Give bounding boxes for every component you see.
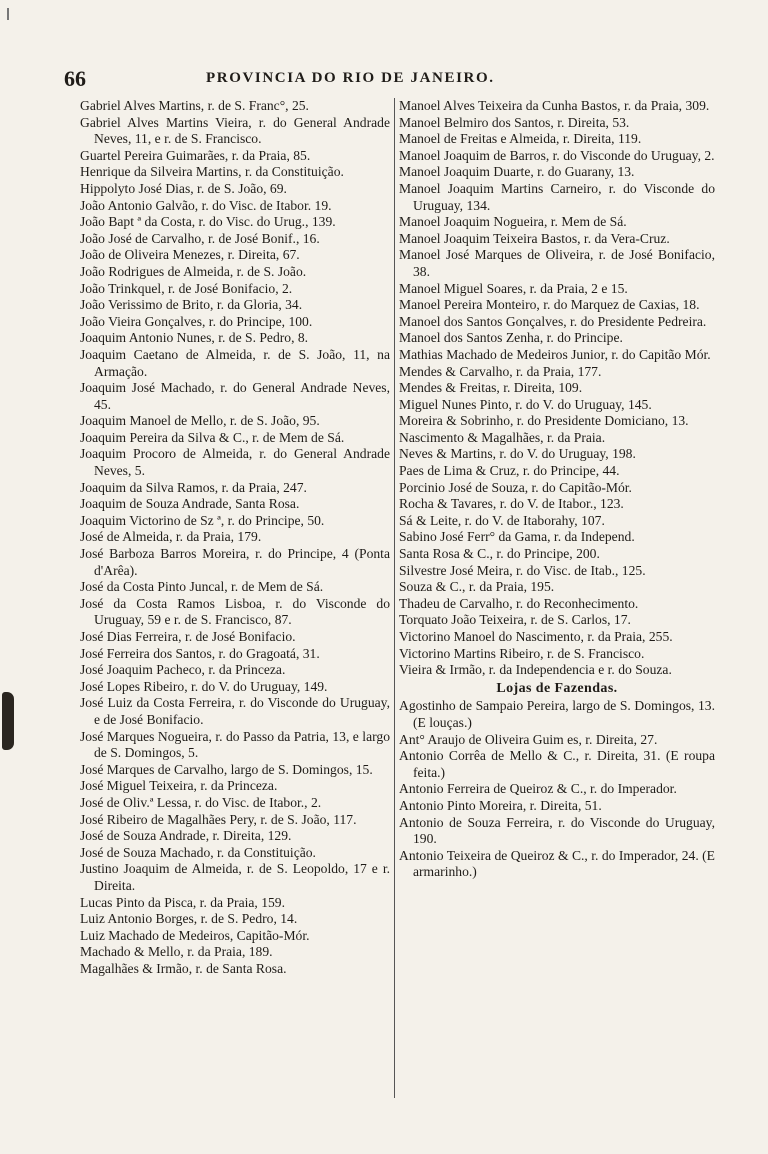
directory-entry: José de Souza Andrade, r. Direita, 129. <box>80 828 292 844</box>
directory-entry: José de Oliv.ª Lessa, r. do Visc. de Itabor., 2. <box>80 794 322 810</box>
directory-entry: Lucas Pinto da Pisca, r. da Praia, 159. <box>80 894 286 910</box>
directory-entry: Miguel Nunes Pinto, r. do V. do Uruguay, 145. <box>399 396 652 412</box>
directory-entry: João Trinkquel, r. de José Bonifacio, 2. <box>80 280 293 296</box>
directory-entry: Joaquim da Silva Ramos, r. da Praia, 247. <box>80 479 307 495</box>
right-column-entries <box>399 98 715 679</box>
directory-entry: Joaquim José Machado, r. do General Andrade Neves, 45. <box>80 380 390 412</box>
page-number: 66 <box>64 66 86 91</box>
directory-entry: Torquato João Teixeira, r. de S. Carlos, 17. <box>399 612 631 628</box>
directory-entry: Joaquim de Souza Andrade, Santa Rosa. <box>80 496 300 512</box>
directory-entry: Mathias Machado de Medeiros Junior, r. do Capitão Mór. <box>399 346 711 362</box>
directory-entry: Antonio Pinto Moreira, r. Direita, 51. <box>399 797 602 813</box>
directory-entry: José de Souza Machado, r. da Constituição. <box>80 844 316 860</box>
directory-entry: Luiz Machado de Medeiros, Capitão-Mór. <box>80 927 310 943</box>
directory-entry: Neves & Martins, r. do V. do Uruguay, 198. <box>399 446 636 462</box>
directory-entry: Joaquim Victorino de Sz ª, r. do Principe, 50. <box>80 512 325 528</box>
directory-entry: Antonio Teixeira de Queiroz & C., r. do Imperador, 24. (E armarinho.) <box>399 847 715 880</box>
directory-entry: José Ribeiro de Magalhães Pery, r. de S. João, 117. <box>80 811 357 827</box>
directory-entry: Joaquim Pereira da Silva & C., r. de Mem de Sá. <box>80 429 345 445</box>
directory-entry: Gabriel Alves Martins, r. de S. Franc°, 25. <box>80 98 309 113</box>
directory-entry: Sabino José Ferr° da Gama, r. da Independ. <box>399 529 635 545</box>
directory-entry: Manoel Joaquim Martins Carneiro, r. do Visconde do Uruguay, 134. <box>399 180 715 213</box>
directory-entry: José Lopes Ribeiro, r. do V. do Uruguay, 149. <box>80 678 328 694</box>
directory-entry: Joaquim Antonio Nunes, r. de S. Pedro, 8. <box>80 330 309 346</box>
directory-entry: Souza & C., r. da Praia, 195. <box>399 579 555 595</box>
directory-entry: José Luiz da Costa Ferreira, r. do Visconde do Uruguay, e de José Bonifacio. <box>80 695 390 727</box>
directory-entry: Antonio Ferreira de Queiroz & C., r. do Imperador. <box>399 781 677 797</box>
directory-entry: José Marques de Carvalho, largo de S. Domingos, 15. <box>80 761 373 777</box>
directory-entry: José da Costa Ramos Lisboa, r. do Visconde do Uruguay, 59 e r. de S. Francisco, 87. <box>80 595 390 628</box>
directory-entry: Rocha & Tavares, r. do V. de Itabor., 123. <box>399 496 624 512</box>
directory-entry: Agostinho de Sampaio Pereira, largo de S. Domingos, 13. (E louças.) <box>399 698 715 730</box>
directory-entry: Justino Joaquim de Almeida, r. de S. Leopoldo, 17 e r. Direita. <box>80 861 390 893</box>
directory-entry: Moreira & Sobrinho, r. do Presidente Domiciano, 13. <box>399 413 689 429</box>
directory-entry: Joaquim Caetano de Almeida, r. de S. João, 11, na Armação. <box>80 346 390 379</box>
directory-entry: Victorino Martins Ribeiro, r. de S. Francisco. <box>399 645 645 661</box>
directory-entry: Manoel Joaquim de Barros, r. do Visconde do Uruguay, 2. <box>399 147 715 163</box>
directory-entry: Victorino Manoel do Nascimento, r. da Praia, 255. <box>399 629 673 644</box>
page-header <box>64 66 704 90</box>
directory-entry: João Antonio Galvão, r. do Visc. de Itabor. 19. <box>80 197 332 213</box>
directory-entry: Manoel Joaquim Nogueira, r. Mem de Sá. <box>399 214 627 230</box>
directory-entry: Manoel Joaquim Teixeira Bastos, r. da Vera-Cruz. <box>399 230 670 246</box>
binding-margin-mark <box>2 692 14 750</box>
directory-entry: Guartel Pereira Guimarães, r. da Praia, 85. <box>80 147 311 163</box>
directory-entry: Thadeu de Carvalho, r. do Reconhecimento. <box>399 595 639 611</box>
directory-entry: Nascimento & Magalhães, r. da Praia. <box>399 429 606 445</box>
directory-entry: Antonio Corrêa de Mello & C., r. Direita, 31. (E roupa feita.) <box>399 748 715 780</box>
directory-entry: Silvestre José Meira, r. do Visc. de Itab., 125. <box>399 562 646 578</box>
running-title: PROVINCIA DO RIO DE JANEIRO. <box>206 70 495 86</box>
directory-entry: José da Costa Pinto Juncal, r. de Mem de Sá. <box>80 579 324 595</box>
directory-entry: José Joaquim Pacheco, r. da Princeza. <box>80 662 286 678</box>
directory-entry: Manoel José Marques de Oliveira, r. de José Bonifacio, 38. <box>399 247 715 279</box>
directory-entry: José Barboza Barros Moreira, r. do Principe, 4 (Ponta d'Arêa). <box>80 546 390 578</box>
directory-entry: José Ferreira dos Santos, r. do Gragoatá, 31. <box>80 645 320 661</box>
directory-entry: Magalhães & Irmão, r. de Santa Rosa. <box>80 960 287 976</box>
directory-entry: Santa Rosa & C., r. do Principe, 200. <box>399 546 600 562</box>
directory-entry: Hippolyto José Dias, r. de S. João, 69. <box>80 180 287 196</box>
directory-entry: Manoel Belmiro dos Santos, r. Direita, 53. <box>399 114 630 130</box>
directory-entry: Ant° Araujo de Oliveira Guim es, r. Direita, 27. <box>399 731 658 747</box>
directory-entry: Mendes & Carvalho, r. da Praia, 177. <box>399 363 602 379</box>
lojas-de-fazendas-entries <box>399 698 715 881</box>
directory-entry: Joaquim Procoro de Almeida, r. do General Andrade Neves, 5. <box>80 446 390 479</box>
directory-entry: Sá & Leite, r. do V. de Itaborahy, 107. <box>399 512 605 528</box>
directory-entry: Manoel Joaquim Duarte, r. do Guarany, 13. <box>399 164 635 180</box>
directory-entry: Manoel Alves Teixeira da Cunha Bastos, r. da Praia, 309. <box>399 98 710 113</box>
directory-entry: Mendes & Freitas, r. Direita, 109. <box>399 380 583 396</box>
directory-entry: Manoel Pereira Monteiro, r. do Marquez de Caxias, 18. <box>399 297 700 313</box>
directory-entry: Gabriel Alves Martins Vieira, r. do General Andrade Neves, 11, e r. de S. Francisco. <box>80 114 390 147</box>
directory-entry: João de Oliveira Menezes, r. Direita, 67. <box>80 247 300 263</box>
directory-entry: Paes de Lima & Cruz, r. do Principe, 44. <box>399 463 620 479</box>
directory-entry: Vieira & Irmão, r. da Independencia e r. do Souza. <box>399 662 672 678</box>
directory-entry: José Dias Ferreira, r. de José Bonifacio. <box>80 629 296 644</box>
right-column <box>394 98 715 1098</box>
left-column <box>80 98 390 977</box>
directory-entry: João Rodrigues de Almeida, r. de S. João. <box>80 263 307 279</box>
directory-entry: João José de Carvalho, r. de José Bonif., 16. <box>80 230 320 246</box>
directory-entry: João Bapt ª da Costa, r. do Visc. do Urug., 139. <box>80 214 336 230</box>
directory-entry: Machado & Mello, r. da Praia, 189. <box>80 944 273 960</box>
directory-entry: João Verissimo de Brito, r. da Gloria, 34. <box>80 297 303 313</box>
directory-entry: José Marques Nogueira, r. do Passo da Patria, 13, e largo de S. Domingos, 5. <box>80 728 390 761</box>
directory-entry: Manoel de Freitas e Almeida, r. Direita, 119. <box>399 131 642 147</box>
directory-entry: Manoel dos Santos Gonçalves, r. do Presidente Pedreira. <box>399 313 707 329</box>
directory-entry: Manoel Miguel Soares, r. da Praia, 2 e 15. <box>399 280 628 296</box>
directory-entry: Joaquim Manoel de Mello, r. de S. João, 95. <box>80 413 320 429</box>
directory-entry: Henrique da Silveira Martins, r. da Constituição. <box>80 164 344 180</box>
directory-entry: José de Almeida, r. da Praia, 179. <box>80 529 262 545</box>
section-heading: Lojas de Fazendas. <box>496 680 618 696</box>
page-edge-mark <box>7 8 9 20</box>
directory-entry: Luiz Antonio Borges, r. de S. Pedro, 14. <box>80 911 298 927</box>
directory-entry: Porcinio José de Souza, r. do Capitão-Mór. <box>399 479 632 495</box>
directory-entry: João Vieira Gonçalves, r. do Principe, 100. <box>80 313 313 329</box>
directory-entry: José Miguel Teixeira, r. da Princeza. <box>80 778 278 794</box>
directory-entry: Manoel dos Santos Zenha, r. do Principe. <box>399 330 623 346</box>
directory-entry: Antonio de Souza Ferreira, r. do Visconde do Uruguay, 190. <box>399 814 715 847</box>
